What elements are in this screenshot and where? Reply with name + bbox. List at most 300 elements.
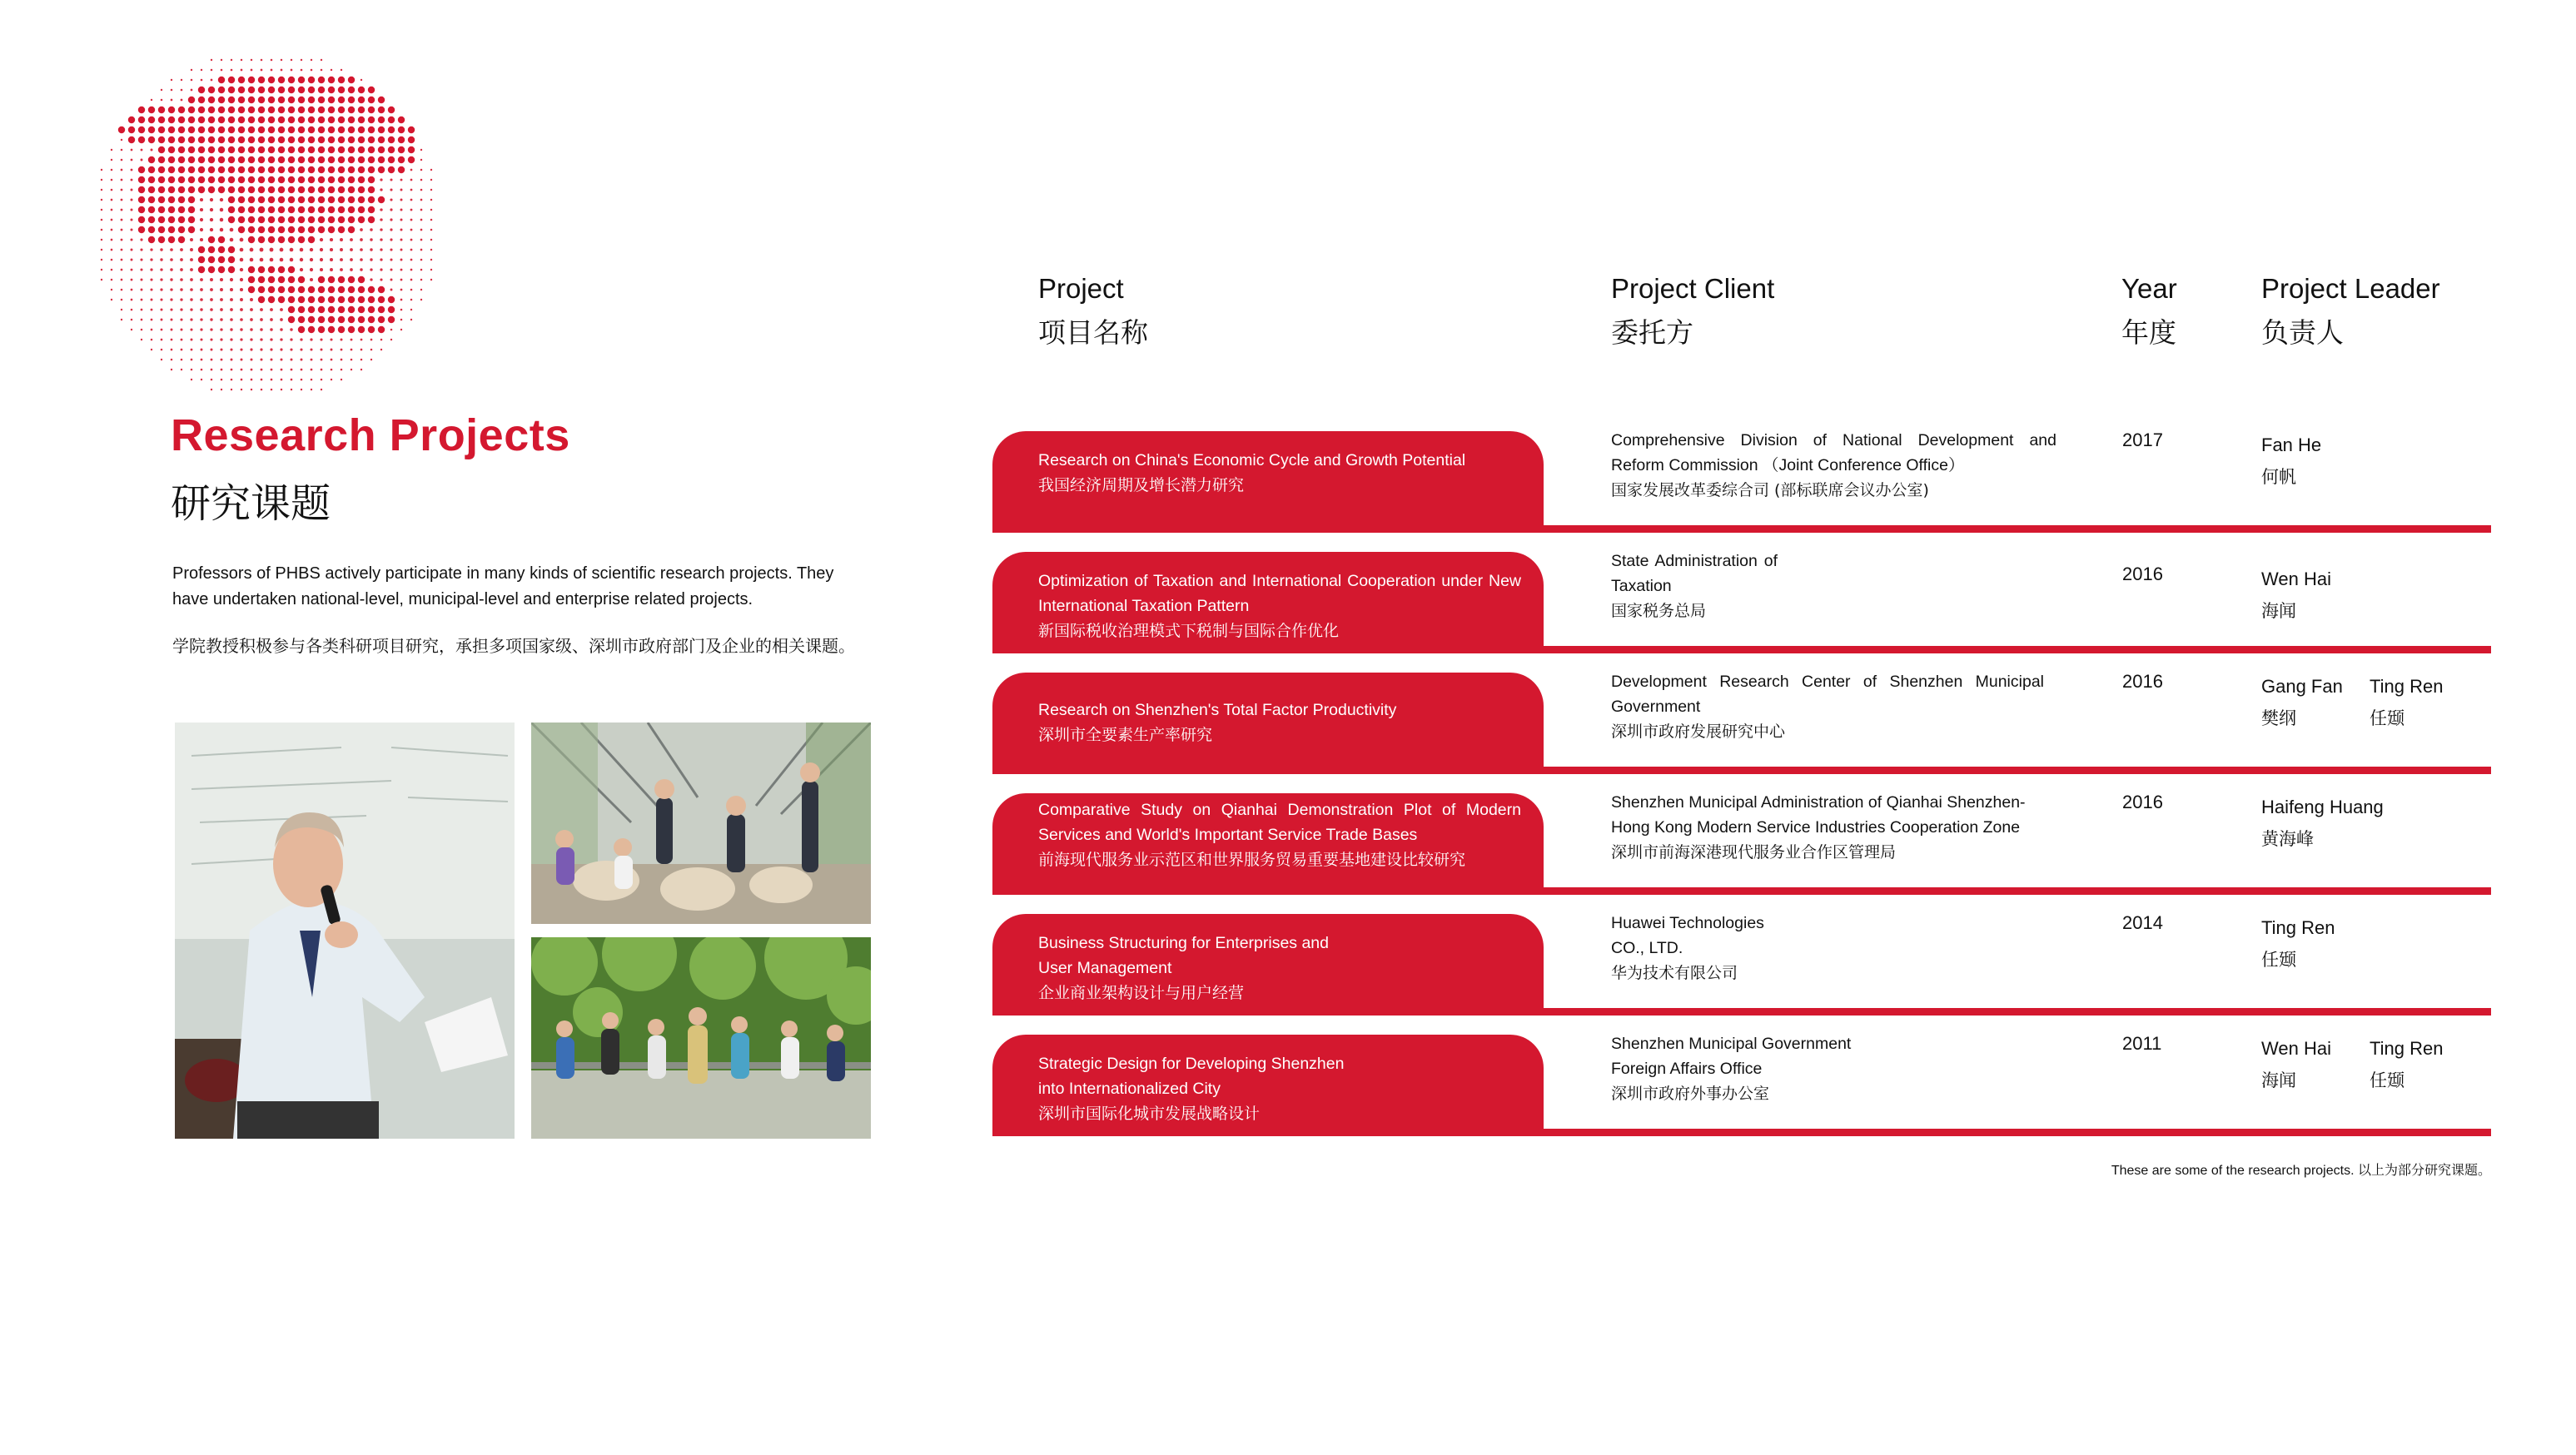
- globe-dot: [208, 127, 215, 133]
- globe-dot: [200, 328, 202, 330]
- globe-dot: [288, 127, 295, 133]
- globe-dot: [148, 107, 155, 113]
- globe-dot: [248, 236, 255, 243]
- globe-dot: [280, 248, 284, 252]
- globe-dot: [168, 127, 175, 133]
- globe-dot: [390, 228, 392, 231]
- globe-dot: [278, 166, 285, 173]
- globe-dot: [321, 379, 323, 381]
- globe-dot: [238, 97, 245, 103]
- globe-dot: [140, 258, 142, 261]
- globe-dot: [290, 258, 293, 261]
- globe-dot: [170, 318, 172, 320]
- globe-dot: [410, 299, 413, 301]
- globe-dot: [288, 117, 295, 123]
- globe-dot: [368, 286, 375, 293]
- globe-dot: [188, 137, 195, 143]
- globe-dot: [178, 137, 185, 143]
- globe-dot: [290, 348, 292, 350]
- globe-dot: [200, 308, 202, 310]
- leader-zh: 何帆: [2261, 467, 2296, 487]
- globe-dot: [148, 196, 155, 203]
- globe-dot: [260, 248, 264, 252]
- globe-dot: [238, 166, 245, 173]
- globe-dot: [271, 379, 273, 381]
- globe-dot: [151, 349, 152, 350]
- globe-dot: [338, 97, 345, 103]
- globe-dot: [181, 349, 183, 351]
- globe-dot: [210, 318, 212, 320]
- globe-dot: [321, 369, 323, 371]
- header-client-en: Project Client: [1611, 273, 1775, 304]
- globe-dot: [358, 97, 365, 103]
- globe-dot: [258, 77, 265, 83]
- globe-dot: [191, 89, 193, 92]
- globe-dot: [341, 369, 343, 371]
- globe-dot: [208, 97, 215, 103]
- globe-dot: [218, 186, 225, 193]
- globe-dot: [238, 186, 245, 193]
- globe-dot: [338, 87, 345, 93]
- globe-dot: [190, 278, 193, 281]
- globe-dot: [260, 318, 263, 321]
- globe-dot: [138, 216, 145, 223]
- globe-dot: [340, 238, 343, 241]
- globe-dot: [178, 186, 185, 193]
- globe-dot: [238, 226, 245, 233]
- globe-dot: [271, 389, 273, 391]
- globe-dot: [430, 279, 432, 281]
- globe-dot: [240, 258, 243, 261]
- globe-dot: [308, 77, 315, 83]
- globe-dot: [321, 59, 322, 61]
- client-zh: 国家税务总局: [1611, 602, 1707, 620]
- globe-dot: [348, 117, 355, 123]
- globe-graphic: [67, 33, 450, 400]
- globe-dot: [101, 219, 103, 221]
- globe-dot: [308, 216, 315, 223]
- globe-dot: [228, 176, 235, 183]
- globe-dot: [400, 279, 403, 281]
- globe-dot: [170, 308, 172, 310]
- globe-dot: [368, 186, 375, 193]
- globe-dot: [328, 296, 335, 303]
- globe-dot: [318, 97, 325, 103]
- globe-dot: [121, 259, 123, 261]
- globe-dot: [168, 236, 175, 243]
- globe-dot: [298, 107, 305, 113]
- globe-dot: [288, 196, 295, 203]
- globe-dot: [131, 279, 133, 281]
- globe-dot: [398, 146, 405, 153]
- globe-dot: [388, 296, 395, 303]
- globe-dot: [370, 268, 372, 271]
- globe-dot: [131, 259, 133, 261]
- globe-dot: [270, 308, 273, 311]
- globe-dot: [410, 219, 413, 221]
- globe-dot: [201, 69, 202, 71]
- globe-dot: [101, 199, 102, 201]
- globe-dot: [338, 186, 345, 193]
- globe-dot: [330, 338, 332, 340]
- globe-dot: [111, 239, 113, 241]
- globe-dot: [241, 379, 243, 381]
- globe-dot: [278, 176, 285, 183]
- globe-dot: [231, 389, 232, 390]
- globe-dot: [328, 117, 335, 123]
- globe-dot: [168, 226, 175, 233]
- globe-dot: [228, 137, 235, 143]
- globe-dot: [331, 69, 332, 71]
- globe-dot: [200, 278, 203, 281]
- globe-dot: [248, 87, 255, 93]
- globe-dot: [311, 389, 312, 390]
- globe-dot: [388, 166, 395, 173]
- globe-dot: [188, 117, 195, 123]
- globe-dot: [228, 146, 235, 153]
- globe-dot: [111, 159, 112, 161]
- globe-dot: [400, 209, 403, 211]
- globe-dot: [151, 149, 153, 151]
- globe-dot: [148, 206, 155, 213]
- globe-dot: [288, 87, 295, 93]
- globe-dot: [151, 309, 153, 311]
- globe-dot: [248, 146, 255, 153]
- globe-dot: [298, 97, 305, 103]
- globe-dot: [220, 288, 223, 291]
- globe-dot: [238, 127, 245, 133]
- leader-zh: 任颋: [2261, 950, 2296, 970]
- globe-dot: [291, 389, 292, 390]
- globe-dot: [158, 236, 165, 243]
- globe-dot: [178, 146, 185, 153]
- globe-dot: [258, 97, 265, 103]
- globe-dot: [331, 359, 333, 361]
- globe-dot: [278, 216, 285, 223]
- project-name-zh: 深圳市全要素生产率研究: [1038, 726, 1213, 744]
- globe-dot: [201, 349, 203, 351]
- globe-dot: [220, 228, 223, 231]
- globe-dot: [410, 279, 413, 281]
- globe-dot: [420, 279, 423, 281]
- globe-dot: [380, 178, 382, 181]
- globe-dot: [388, 316, 395, 323]
- globe-dot: [368, 316, 375, 323]
- globe-dot: [351, 339, 353, 341]
- globe-dot: [298, 276, 305, 283]
- leader-en: Wen Hai: [2261, 1038, 2331, 1059]
- globe-dot: [268, 206, 275, 213]
- globe-dot: [318, 326, 325, 333]
- globe-dot: [298, 176, 305, 183]
- globe-dot: [298, 166, 305, 173]
- globe-dot: [330, 248, 333, 251]
- globe-dot: [410, 239, 413, 241]
- globe-dot: [408, 127, 415, 133]
- globe-dot: [248, 186, 255, 193]
- globe-dot: [258, 226, 265, 233]
- globe-dot: [208, 266, 215, 273]
- globe-dot: [161, 329, 163, 331]
- globe-dot: [400, 219, 403, 221]
- globe-dot: [280, 338, 282, 340]
- globe-dot: [200, 208, 203, 211]
- globe-dot: [141, 299, 143, 301]
- globe-dot: [318, 137, 325, 143]
- globe-dot: [420, 219, 423, 221]
- globe-dot: [288, 296, 295, 303]
- globe-dot: [400, 179, 403, 181]
- row-divider: [992, 1008, 2491, 1016]
- globe-dot: [200, 298, 203, 301]
- globe-dot: [131, 299, 133, 301]
- globe-dot: [368, 166, 375, 173]
- globe-dot: [118, 127, 125, 133]
- globe-dot: [218, 87, 225, 93]
- globe-dot: [190, 258, 193, 261]
- globe-dot: [181, 369, 182, 370]
- globe-dot: [131, 219, 133, 221]
- project-client: [1611, 911, 1778, 986]
- project-year: 2016: [2122, 564, 2163, 584]
- globe-dot: [380, 218, 382, 221]
- project-name-en: Strategic Design for Developing Shenzhen into Internationalized City: [1038, 1055, 1345, 1098]
- globe-dot: [340, 268, 343, 271]
- globe-dot: [308, 97, 315, 103]
- globe-dot: [378, 156, 385, 163]
- globe-dot: [430, 229, 433, 231]
- globe-dot: [348, 326, 355, 333]
- globe-dot: [101, 239, 102, 241]
- globe-dot: [170, 258, 173, 261]
- section-title: Research Projects: [171, 410, 570, 460]
- globe-dot: [291, 59, 292, 61]
- globe-dot: [348, 196, 355, 203]
- globe-dot: [308, 286, 315, 293]
- project-year: 2017: [2122, 430, 2163, 450]
- globe-dot: [348, 137, 355, 143]
- globe-dot: [131, 239, 133, 241]
- client-en: Shenzhen Municipal Government Foreign Affairs Office: [1611, 1035, 1852, 1078]
- globe-dot: [290, 338, 292, 340]
- globe-dot: [360, 258, 363, 261]
- globe-dot: [298, 87, 305, 93]
- globe-dot: [230, 308, 233, 311]
- globe-dot: [131, 249, 133, 251]
- globe-dot: [430, 249, 432, 251]
- globe-dot: [368, 117, 375, 123]
- globe-dot: [288, 77, 295, 83]
- globe-dot: [121, 239, 123, 241]
- globe-dot: [171, 99, 173, 102]
- globe-dot: [278, 276, 285, 283]
- globe-dot: [258, 276, 265, 283]
- globe-dot: [288, 316, 295, 323]
- globe-dot: [328, 146, 335, 153]
- globe-dot: [191, 349, 193, 351]
- globe-dot: [158, 137, 165, 143]
- globe-dot: [198, 146, 205, 153]
- globe-dot: [248, 196, 255, 203]
- globe-dot: [348, 286, 355, 293]
- globe-dot: [361, 359, 363, 361]
- globe-dot: [308, 127, 315, 133]
- globe-dot: [178, 216, 185, 223]
- globe-dot: [128, 127, 135, 133]
- globe-dot: [348, 276, 355, 283]
- globe-dot: [358, 107, 365, 113]
- project-leader: [2261, 671, 2343, 734]
- globe-dot: [271, 69, 273, 72]
- globe-dot: [258, 216, 265, 223]
- globe-dot: [158, 186, 165, 193]
- globe-dot: [301, 379, 303, 381]
- globe-dot: [318, 176, 325, 183]
- globe-dot: [218, 236, 225, 243]
- globe-dot: [218, 97, 225, 103]
- globe-dot: [198, 127, 205, 133]
- globe-dot: [298, 306, 305, 313]
- globe-dot: [288, 97, 295, 103]
- globe-dot: [148, 156, 155, 163]
- globe-dot: [308, 306, 315, 313]
- globe-dot: [111, 229, 113, 231]
- globe-dot: [160, 278, 162, 281]
- globe-dot: [140, 238, 142, 241]
- globe-dot: [178, 127, 185, 133]
- globe-dot: [141, 149, 143, 151]
- globe-dot: [248, 117, 255, 123]
- globe-dot: [400, 289, 403, 291]
- globe-dot: [358, 87, 365, 93]
- globe-dot: [121, 149, 123, 151]
- globe-dot: [388, 137, 395, 143]
- project-year: 2014: [2122, 912, 2163, 933]
- globe-dot: [288, 166, 295, 173]
- globe-dot: [331, 379, 332, 380]
- globe-dot: [318, 216, 325, 223]
- globe-dot: [320, 258, 323, 261]
- globe-dot: [410, 269, 413, 271]
- leader-en: Fan He: [2261, 435, 2322, 455]
- globe-dot: [348, 186, 355, 193]
- globe-dot: [201, 369, 203, 371]
- globe-dot: [318, 206, 325, 213]
- globe-dot: [238, 77, 245, 83]
- globe-dot: [331, 369, 333, 371]
- globe-dot: [178, 236, 185, 243]
- globe-dot: [228, 166, 235, 173]
- globe-dot: [218, 256, 225, 263]
- globe-dot: [191, 79, 193, 82]
- globe-dot: [230, 288, 233, 291]
- globe-dot: [178, 226, 185, 233]
- globe-dot: [180, 248, 183, 251]
- globe-dot: [111, 219, 113, 221]
- globe-dot: [288, 286, 295, 293]
- globe-dot: [318, 286, 325, 293]
- globe-dot: [218, 127, 225, 133]
- globe-dot: [148, 236, 155, 243]
- globe-dot: [280, 258, 284, 262]
- globe-dot: [358, 326, 365, 333]
- globe-dot: [420, 149, 422, 151]
- globe-dot: [380, 228, 382, 231]
- globe-dot: [430, 179, 432, 181]
- globe-dot: [310, 338, 312, 340]
- globe-dot: [358, 166, 365, 173]
- globe-dot: [138, 137, 145, 143]
- globe-dot: [380, 238, 382, 241]
- globe-dot: [198, 107, 205, 113]
- globe-dot: [181, 339, 183, 341]
- project-name-en: Business Structuring for Enterprises and User Management: [1038, 934, 1330, 977]
- globe-dot: [121, 139, 122, 141]
- globe-dot: [358, 186, 365, 193]
- globe-dot: [190, 248, 193, 251]
- globe-dot: [320, 268, 323, 271]
- globe-dot: [140, 268, 142, 271]
- globe-dot: [368, 127, 375, 133]
- globe-dot: [268, 97, 275, 103]
- globe-dot: [178, 166, 185, 173]
- globe-dot: [268, 236, 275, 243]
- globe-dot: [370, 339, 373, 341]
- globe-dot: [208, 186, 215, 193]
- globe-dot: [358, 137, 365, 143]
- globe-dot: [290, 328, 292, 330]
- globe-dot: [228, 186, 235, 193]
- globe-dot: [351, 359, 353, 361]
- globe-dot: [288, 186, 295, 193]
- globe-dot: [328, 206, 335, 213]
- globe-dot: [351, 369, 352, 370]
- globe-dot: [158, 206, 165, 213]
- globe-dot: [171, 359, 173, 361]
- globe-dot: [410, 199, 413, 201]
- globe-dot: [281, 69, 283, 72]
- globe-dot: [361, 339, 363, 341]
- leader-en: Wen Hai: [2261, 569, 2331, 589]
- globe-dot: [298, 127, 305, 133]
- project-name: [1038, 931, 1355, 1006]
- globe-dot: [168, 166, 175, 173]
- globe-dot: [328, 286, 335, 293]
- globe-dot: [328, 166, 335, 173]
- globe-dot: [348, 97, 355, 103]
- globe-dot: [258, 286, 265, 293]
- globe-dot: [230, 228, 234, 232]
- globe-dot: [220, 208, 223, 211]
- globe-dot: [298, 137, 305, 143]
- globe-dot: [330, 268, 333, 271]
- globe-dot: [348, 226, 355, 233]
- footnote: [2111, 1160, 2491, 1179]
- globe-dot: [278, 266, 285, 273]
- globe-dot: [390, 238, 392, 241]
- globe-dot: [101, 249, 102, 251]
- globe-dot: [121, 279, 123, 281]
- globe-dot: [228, 196, 235, 203]
- globe-dot: [168, 156, 175, 163]
- globe-dot: [358, 176, 365, 183]
- globe-dot: [241, 389, 242, 390]
- globe-dot: [248, 276, 255, 283]
- globe-dot: [190, 328, 192, 330]
- globe-dot: [258, 206, 265, 213]
- globe-dot: [268, 226, 275, 233]
- globe-dot: [151, 339, 153, 341]
